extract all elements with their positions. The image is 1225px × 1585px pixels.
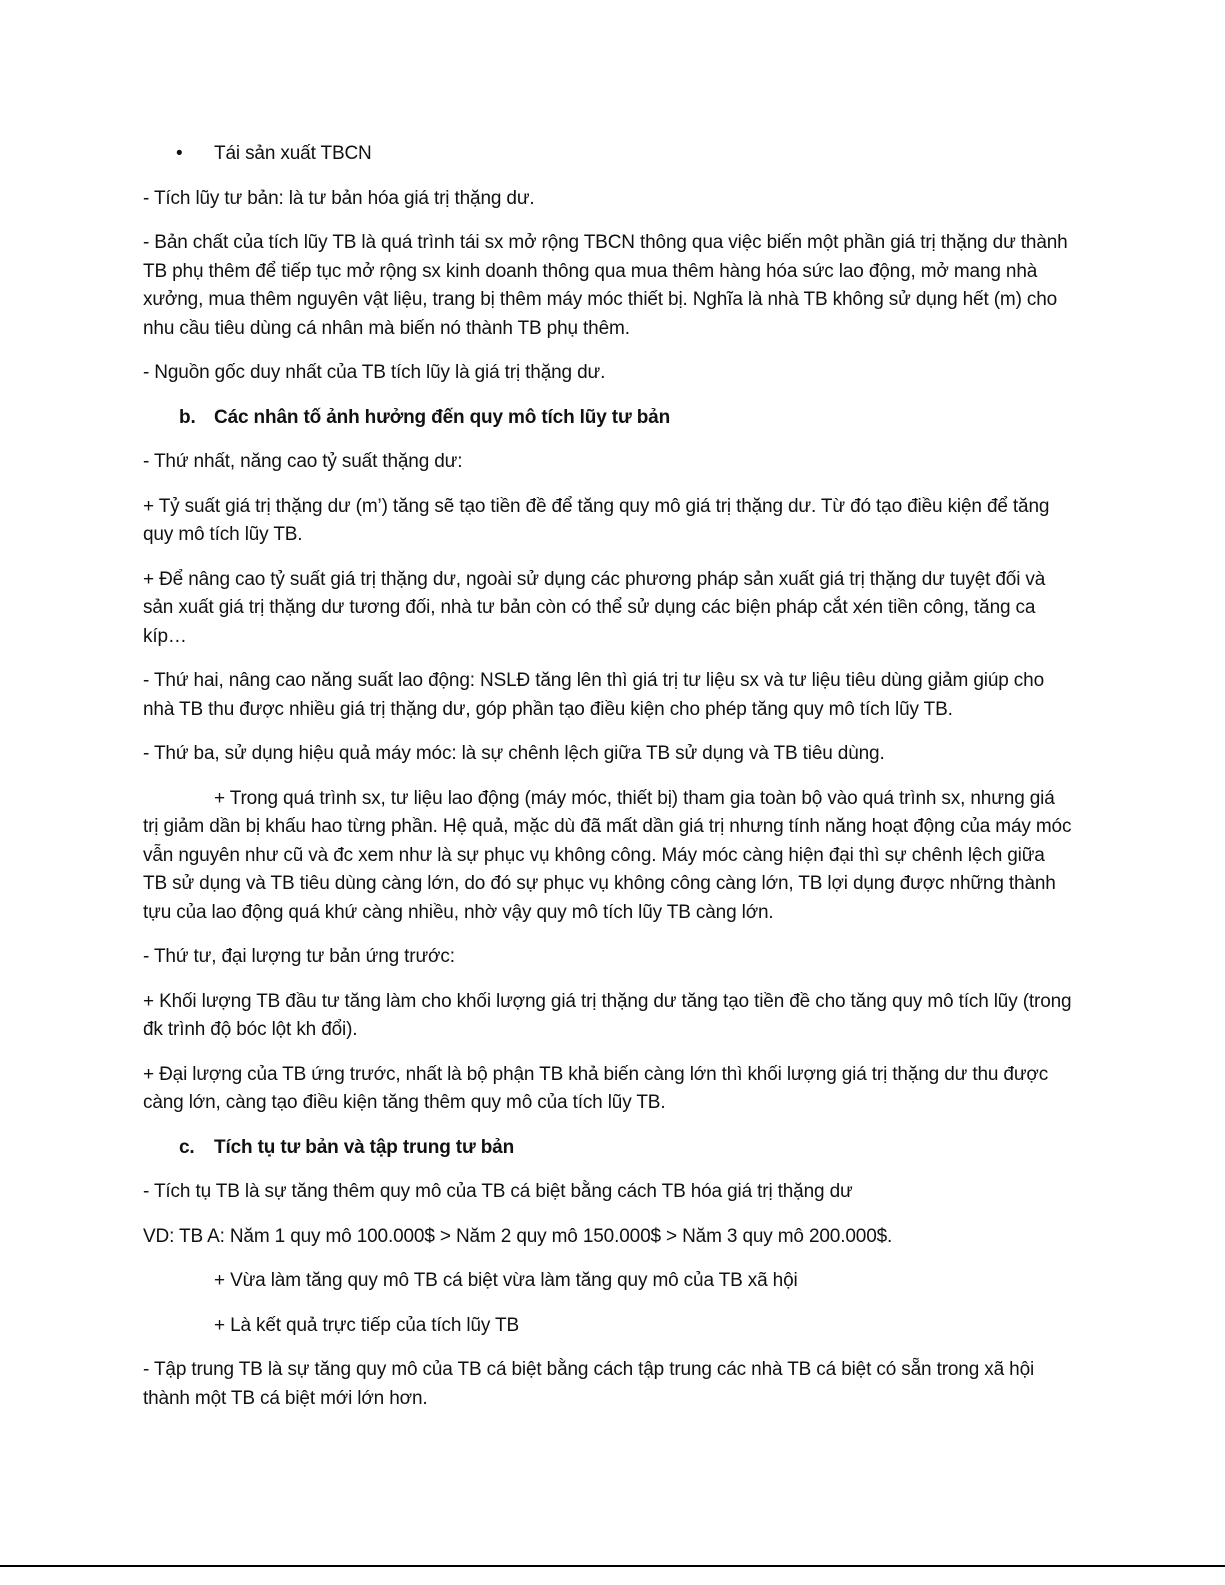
paragraph-factor-1: - Thứ nhất, năng cao tỷ suất thặng dư:	[143, 451, 463, 472]
document-body	[143, 140, 1073, 1429]
heading-b-marker: b.	[179, 406, 196, 428]
paragraph-example: VD: TB A: Năm 1 quy mô 100.000$ > Năm 2 quy mô 150.000$ > Năm 3 quy mô 200.000$.	[143, 1225, 893, 1247]
paragraph-factor-3-detail: + Trong quá trình sx, tư liệu lao động (máy móc, thiết bị) tham gia toàn bộ vào quá trình sx, nhưng giá trị giảm dần bị khấu hao từng phần. Hệ quả, mặc dù đã mất dần giá trị nhưng tính năng hoạt động của máy móc vẫn nguyên như cũ và đc xem như là sự phục vụ không công. Máy móc càng hiện đại thì sự chênh lệch giữa TB sử dụng và TB tiêu dùng càng lớn, do đó sự phục vụ không công càng lớn, TB lợi dụng được những thành tựu của lao động quá khứ càng nhiều, nhờ vậy quy mô tích lũy TB càng lớn.	[143, 787, 1072, 923]
paragraph-factor-1-detail-a: + Tỷ suất giá trị thặng dư (m’) tăng sẽ tạo tiền đề để tăng quy mô giá trị thặng dư. Từ đó tạo điều kiện để tăng quy mô tích lũy TB.	[143, 495, 1050, 545]
bullet-item	[143, 140, 1073, 169]
heading-c-text: Tích tụ tư bản và tập trung tư bản	[214, 1136, 515, 1158]
paragraph-factor-1-detail-b: + Để nâng cao tỷ suất giá trị thặng dư, ngoài sử dụng các phương pháp sản xuất giá trị thặng dư tuyệt đối và sản xuất giá trị thặng dư tương đối, nhà tư bản còn có thể sử dụng các biện pháp cắt xén tiền công, tăng ca kíp…	[143, 568, 1046, 647]
heading-c-marker: c.	[179, 1136, 195, 1158]
bullet-text: Tái sản xuất TBCN	[214, 143, 372, 164]
paragraph-concentration: - Tập trung TB là sự tăng quy mô của TB cá biệt bằng cách tập trung các nhà TB cá biệt có sẵn trong xã hội thành một TB cá biệt mới lớn hơn.	[143, 1359, 1035, 1409]
paragraph-factor-4: - Thứ tư, đại lượng tư bản ứng trước:	[143, 946, 455, 967]
section-heading-c	[143, 1134, 1073, 1163]
section-heading-b	[143, 404, 1073, 433]
paragraph-origin: - Nguồn gốc duy nhất của TB tích lũy là giá trị thặng dư.	[143, 362, 606, 383]
heading-b-text: Các nhân tố ảnh hưởng đến quy mô tích lũy tư bản	[214, 406, 671, 428]
paragraph-factor-4-detail-a: + Khối lượng TB đầu tư tăng làm cho khối lượng giá trị thặng dư tăng tạo tiền đề cho tăng quy mô tích lũy (trong đk trình độ bóc lột kh đổi).	[143, 990, 1072, 1040]
paragraph-factor-3: - Thứ ba, sử dụng hiệu quả máy móc: là sự chênh lệch giữa TB sử dụng và TB tiêu dùng.	[143, 743, 885, 764]
paragraph-definition: - Tích lũy tư bản: là tư bản hóa giá trị thặng dư.	[143, 187, 535, 209]
paragraph-factor-2: - Thứ hai, nâng cao năng suất lao động: NSLĐ tăng lên thì giá trị tư liệu sx và tư liệu tiêu dùng giảm giúp cho nhà TB thu được nhiều giá trị thặng dư, góp phần tạo điều kiện cho phép tăng quy mô tích lũy TB.	[143, 670, 1044, 720]
bullet-marker: •	[176, 143, 183, 164]
paragraph-factor-4-detail-b: + Đại lượng của TB ứng trước, nhất là bộ phận TB khả biến càng lớn thì khối lượng giá trị thặng dư thu được càng lớn, càng tạo điều kiện tăng thêm quy mô của tích lũy TB.	[143, 1063, 1049, 1113]
paragraph-accumulation-point-b: + Là kết quả trực tiếp của tích lũy TB	[214, 1314, 520, 1336]
paragraph-accumulation: - Tích tụ TB là sự tăng thêm quy mô của TB cá biệt bằng cách TB hóa giá trị thặng dư	[143, 1181, 853, 1202]
paragraph-accumulation-point-a: + Vừa làm tăng quy mô TB cá biệt vừa làm tăng quy mô của TB xã hội	[214, 1270, 798, 1291]
paragraph-essence: - Bản chất của tích lũy TB là quá trình tái sx mở rộng TBCN thông qua việc biến một phần giá trị thặng dư thành TB phụ thêm để tiếp tục mở rộng sx kinh doanh thông qua mua thêm hàng hóa sức lao động, mở mang nhà xưởng, mua thêm nguyên vật liệu, trang bị thêm máy móc thiết bị. Nghĩa là nhà TB không sử dụng hết (m) cho nhu cầu tiêu dùng cá nhân mà biến nó thành TB phụ thêm.	[143, 232, 1068, 339]
page-bottom-divider	[0, 1565, 1225, 1567]
